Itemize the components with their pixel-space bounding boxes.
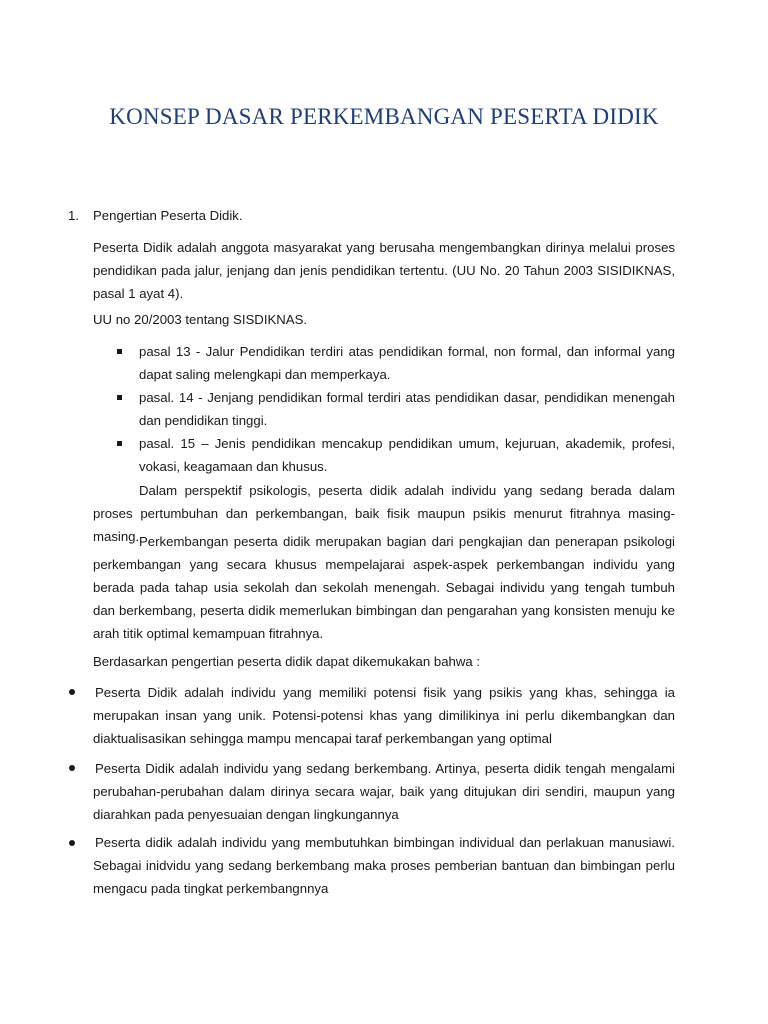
list-item-text: pasal. 15 – Jenis pendidikan mencakup pendidikan umum, kejuruan, akademik, profesi, vokasi, keagamaan dan khusus. [139,436,675,474]
section-number: 1. [68,208,79,223]
list-item [93,432,675,478]
list-item [93,757,675,826]
list-item [93,831,675,900]
square-bullet-icon [117,349,122,354]
uu-paragraph: UU no 20/2003 tentang SISDIKNAS. [93,312,308,327]
bullet-dot-icon [69,840,75,846]
definition-paragraph: Peserta Didik adalah anggota masyarakat yang berusaha mengembangkan dirinya melalui proses pendidikan pada jalur, jenjang dan jenis pendidikan tertentu. (UU No. 20 Tahun 2003 SISIDIKNAS, pasal 1 ayat 4). [93,240,675,301]
square-bullet-icon [117,441,122,446]
bullet-dot-icon [69,689,75,695]
berdasarkan-paragraph: Berdasarkan pengertian peserta didik dapat dikemukakan bahwa : [93,654,481,669]
bullet-dot-icon [69,765,75,771]
page-title: KONSEP DASAR PERKEMBANGAN PESERTA DIDIK [109,104,659,129]
list-item-text: pasal 13 - Jalur Pendidikan terdiri atas pendidikan formal, non formal, dan informal yang dapat saling melengkapi dan memperkaya. [139,344,675,382]
psikologis-paragraph: Dalam perspektif psikologis, peserta didik adalah individu yang sedang berada dalam proses pertumbuhan dan perkembangan, baik fisik maupun psikis menurut fitrahnya masing-masing. [93,483,675,544]
list-item-text: pasal. 14 - Jenjang pendidikan formal terdiri atas pendidikan dasar, pendidikan menengah dan pendidikan tinggi. [139,390,675,428]
list-item-text: Peserta didik adalah individu yang membutuhkan bimbingan individual dan perlakuan manusiawi. Sebagai inidvidu yang sedang berkembang maka proses pemberian bantuan dan bimbingan perlu mengacu pada tingkat perkembangnnya [93,835,675,896]
square-bullet-icon [117,395,122,400]
perkembangan-paragraph: Perkembangan peserta didik merupakan bagian dari pengkajian dan penerapan psikologi perkembangan yang secara khusus mempelajarai aspek-aspek perkembangan individu yang berada pada tahap usia sekolah dan sekolah menengah. Sebagai individu yang tengah tumbuh dan berkembang, peserta didik memerlukan bimbingan dan pengarahan yang konsisten menuju ke arah titik optimal kemampuan fitrahnya. [93,534,675,641]
list-item-text: Peserta Didik adalah individu yang memiliki potensi fisik yang psikis yang khas, sehingga ia merupakan insan yang unik. Potensi-potensi khas yang dimilikinya ini perlu dikembangkan dan diaktualisasikan sehingga mampu mencapai taraf perkembangan yang optimal [93,685,675,746]
list-item [93,340,675,386]
list-item [93,681,675,750]
list-item-text: Peserta Didik adalah individu yang sedang berkembang. Artinya, peserta didik tengah mengalami perubahan-perubahan dalam dirinya secara wajar, baik yang ditujukan diri sendiri, maupun yang diarahkan pada penyesuaian dengan lingkungannya [93,761,675,822]
list-item [93,386,675,432]
uu-article-list [93,340,675,478]
section-heading: Pengertian Peserta Didik. [93,208,243,223]
